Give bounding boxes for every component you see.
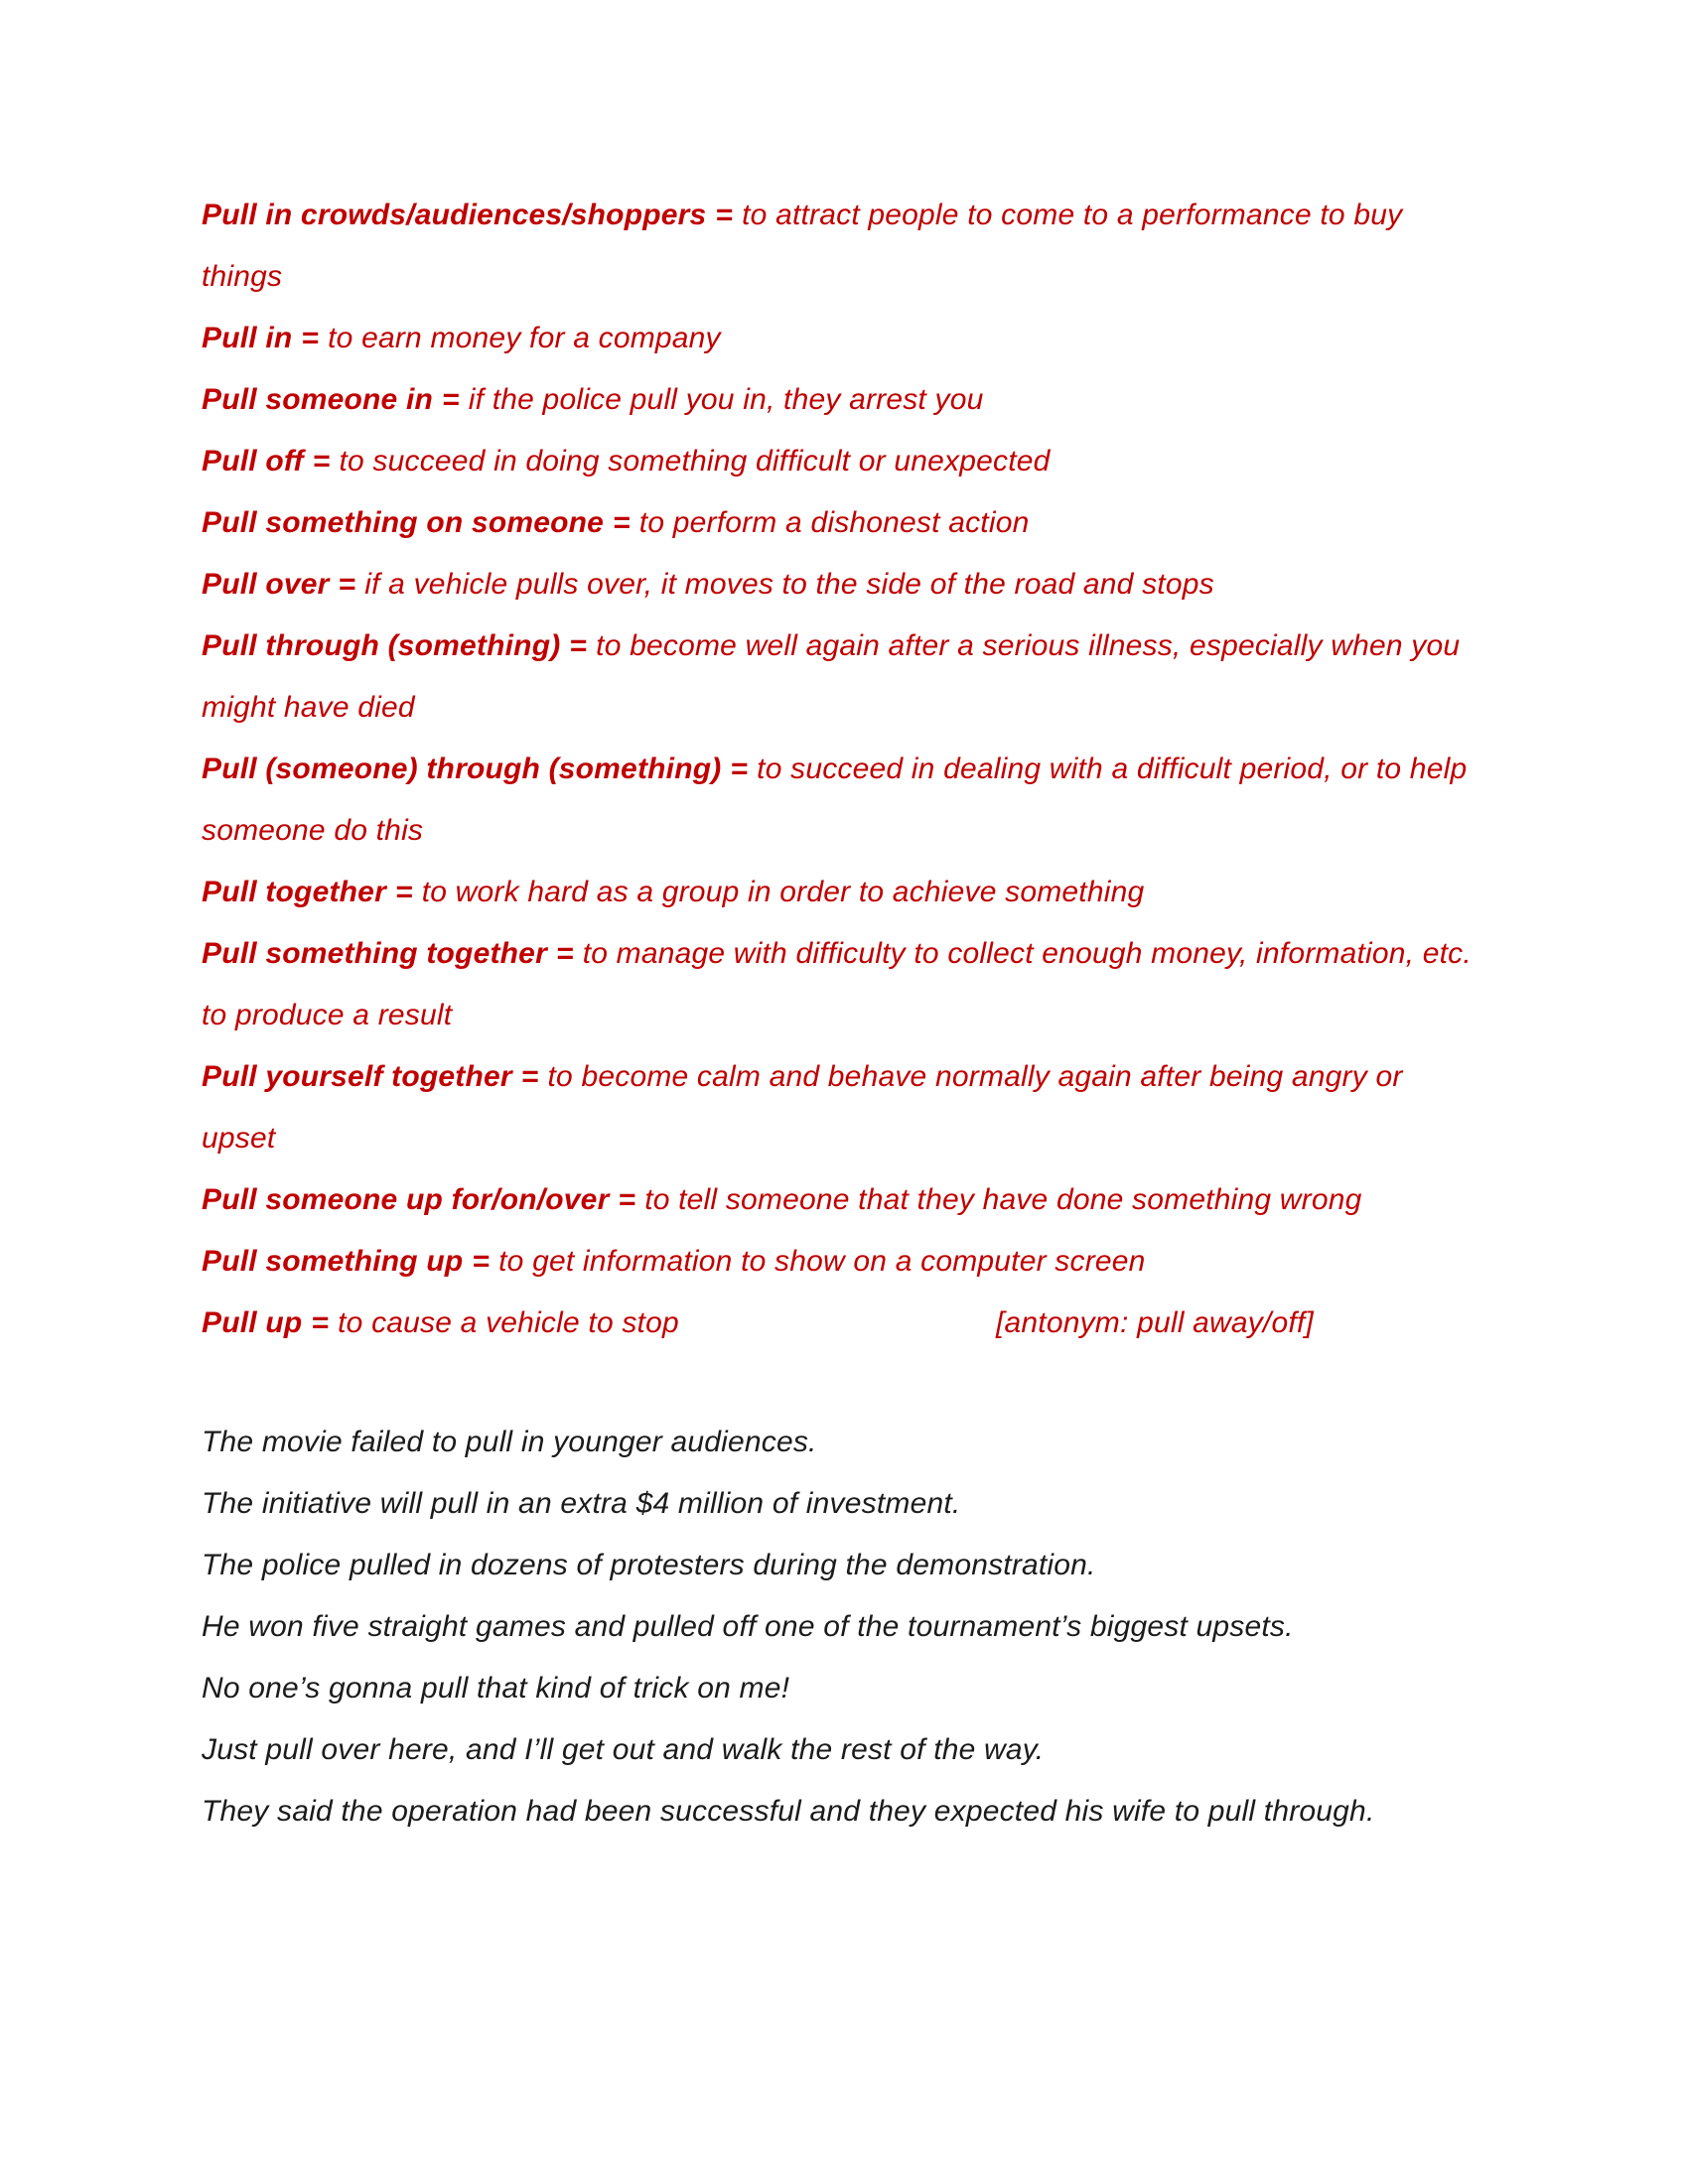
definition-text: to perform a dishonest action (638, 506, 1030, 539)
equals-separator: = (555, 937, 574, 970)
example-sentence: No one’s gonna pull that kind of trick on me! (202, 1672, 790, 1705)
example-sentence: They said the operation had been successful and they expected his wife to pull through. (202, 1795, 1375, 1828)
phrasal-verb-term: Pull together (202, 876, 386, 908)
definition-text: if a vehicle pulls over, it moves to the side of the road and stops (364, 568, 1214, 601)
phrasal-verb-term: Pull someone up for/on/over (202, 1183, 610, 1216)
equals-separator: = (338, 568, 356, 601)
definition-entry (202, 185, 1484, 308)
equals-separator: = (613, 506, 631, 539)
phrasal-verb-definitions-list (202, 185, 1484, 1354)
equals-separator: = (312, 445, 331, 478)
definition-text: to tell someone that they have done something wrong (644, 1183, 1362, 1216)
phrasal-verb-term: Pull something together (202, 937, 547, 970)
equals-separator: = (442, 383, 460, 416)
definition-text: to manage with difficulty to collect enough money, information, etc. to produce a result (202, 937, 1472, 1031)
phrasal-verb-term: Pull something on someone (202, 506, 605, 539)
phrasal-verb-term: Pull off (202, 445, 304, 478)
definition-text: to earn money for a company (328, 322, 721, 354)
definition-entry (202, 739, 1484, 862)
phrasal-verb-term: Pull in crowds/audiences/shoppers (202, 199, 707, 231)
definition-entry (202, 554, 1484, 615)
example-sentence: The police pulled in dozens of protesters during the demonstration. (202, 1549, 1096, 1581)
definition-entry (202, 369, 1484, 431)
antonym-note: [antonym: pull away/off] (996, 1306, 1314, 1339)
example-sentence: He won five straight games and pulled off one of the tournament’s biggest upsets. (202, 1610, 1294, 1643)
definition-text: to cause a vehicle to stop (338, 1306, 679, 1339)
definition-entry (202, 923, 1484, 1046)
equals-separator: = (520, 1060, 539, 1093)
equals-separator: = (618, 1183, 636, 1216)
phrasal-verb-term: Pull through (something) (202, 629, 561, 662)
equals-separator: = (715, 199, 734, 231)
definition-text: to succeed in doing something difficult or unexpected (339, 445, 1051, 478)
equals-separator: = (394, 876, 413, 908)
equals-separator: = (730, 752, 749, 785)
definition-text: to get information to show on a computer screen (498, 1245, 1146, 1278)
phrasal-verb-term: Pull in (202, 322, 293, 354)
definition-text: to become calm and behave normally again after being angry or upset (202, 1060, 1403, 1155)
equals-separator: = (472, 1245, 491, 1278)
phrasal-verb-term: Pull up (202, 1306, 303, 1339)
definition-entry (202, 1293, 1484, 1354)
phrasal-verb-term: Pull (someone) through (something) (202, 752, 722, 785)
phrasal-verb-term: Pull something up (202, 1245, 464, 1278)
phrasal-verb-term: Pull over (202, 568, 330, 601)
equals-separator: = (569, 629, 588, 662)
definition-entry (202, 862, 1484, 923)
definition-text: if the police pull you in, they arrest you (468, 383, 984, 416)
phrasal-verb-term: Pull someone in (202, 383, 434, 416)
example-sentence: The initiative will pull in an extra $4 million of investment. (202, 1487, 961, 1520)
text-content (202, 185, 1484, 1843)
definition-text: to succeed in dealing with a difficult period, or to help someone do this (202, 752, 1468, 847)
phrasal-verb-term: Pull yourself together (202, 1060, 512, 1093)
definition-entry (202, 1046, 1484, 1169)
definition-text: to attract people to come to a performance to buy things (202, 199, 1403, 293)
definition-entry (202, 1231, 1484, 1293)
definition-entry (202, 1169, 1484, 1231)
definition-entry (202, 615, 1484, 739)
definition-text: to work hard as a group in order to achieve something (421, 876, 1145, 908)
example-sentence: Just pull over here, and I’ll get out and walk the rest of the way. (202, 1733, 1045, 1766)
definition-entry (202, 492, 1484, 554)
example-sentences-list (202, 1412, 1484, 1843)
example-sentence: The movie failed to pull in younger audiences. (202, 1426, 817, 1458)
equals-separator: = (311, 1306, 330, 1339)
equals-separator: = (301, 322, 320, 354)
definition-entry (202, 308, 1484, 369)
definition-text: to become well again after a serious illness, especially when you might have died (202, 629, 1461, 724)
definition-entry (202, 431, 1484, 492)
